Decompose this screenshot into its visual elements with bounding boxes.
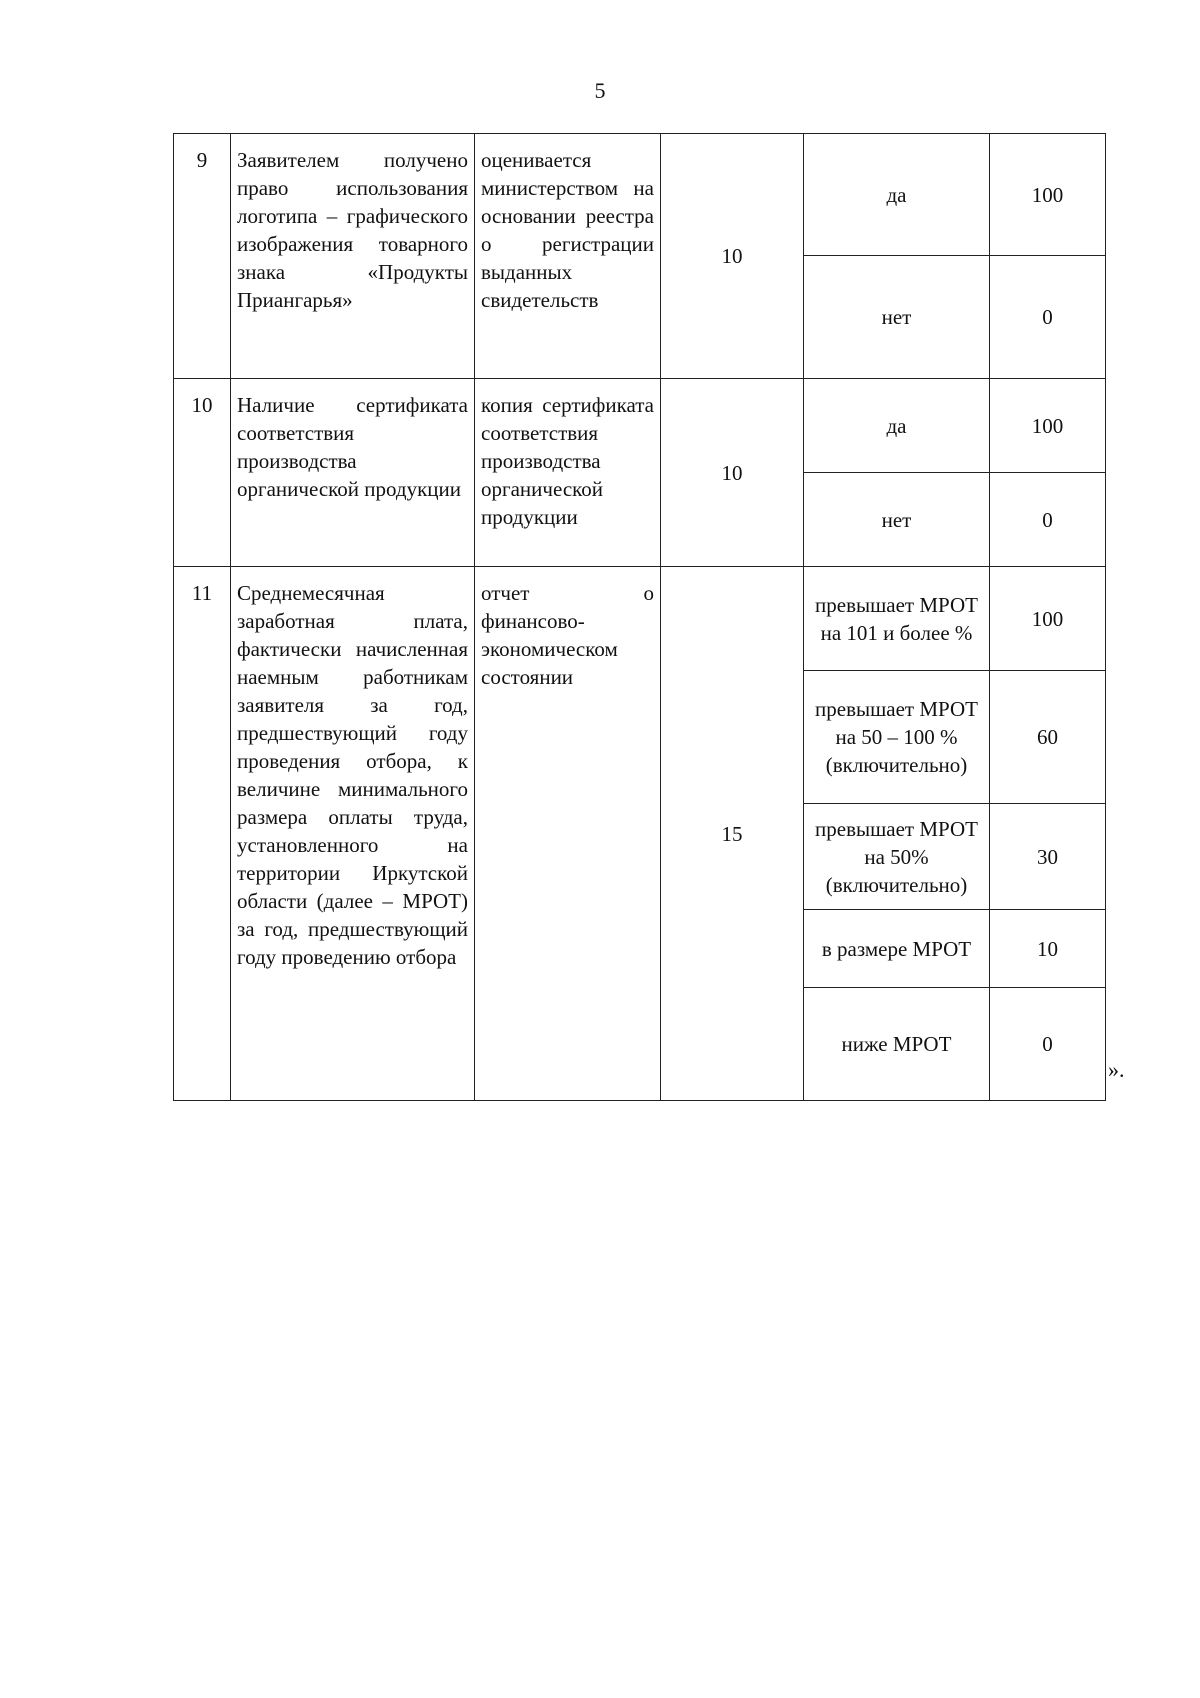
- option-label: нет: [804, 473, 990, 567]
- table-row: [174, 379, 1106, 473]
- option-label: в размере МРОТ: [804, 910, 990, 988]
- option-label: превышает МРОТ на 50% (включительно): [804, 804, 990, 910]
- table-row: [174, 567, 1106, 671]
- weight-value: 15: [661, 567, 804, 1101]
- option-label: да: [804, 379, 990, 473]
- option-score: 0: [990, 473, 1106, 567]
- option-score: 30: [990, 804, 1106, 910]
- option-score: 60: [990, 671, 1106, 804]
- row-number: 10: [174, 379, 231, 567]
- option-label: ниже МРОТ: [804, 988, 990, 1101]
- source-text: отчет о финансово-экономическом состоянии: [475, 567, 661, 1101]
- option-score: 0: [990, 988, 1106, 1101]
- page-number: 5: [594, 78, 606, 103]
- option-label: превышает МРОТ на 101 и более %: [804, 567, 990, 671]
- option-score: 100: [990, 379, 1106, 473]
- row-number: 11: [174, 567, 231, 1101]
- table-row: [174, 134, 1106, 256]
- option-score: 0: [990, 256, 1106, 379]
- option-score: 100: [990, 567, 1106, 671]
- option-score: 100: [990, 134, 1106, 256]
- source-text: копия сертификата соответствия производства органической продукции: [475, 379, 661, 567]
- weight-value: 10: [661, 379, 804, 567]
- criterion-text: Заявителем получено право использования логотипа – графического изображения товарного знака «Продукты Приангарья»: [231, 134, 475, 379]
- weight-value: 10: [661, 134, 804, 379]
- option-score: 10: [990, 910, 1106, 988]
- option-label: да: [804, 134, 990, 256]
- criteria-table: [173, 133, 1106, 1101]
- option-label: превышает МРОТ на 50 – 100 % (включительно): [804, 671, 990, 804]
- closing-quote: ».: [1108, 1057, 1125, 1082]
- criterion-text: Среднемесячная заработная плата, фактически начисленная наемным работникам заявителя за год, предшествующий году проведения отбора, к величине минимального размера оплаты труда, установленного на территории Иркутской области (далее – МРОТ) за год, предшествующий году проведению отбора: [231, 567, 475, 1101]
- criterion-text: Наличие сертификата соответствия производства органической продукции: [231, 379, 475, 567]
- row-number: 9: [174, 134, 231, 379]
- source-text: оценивается министерством на основании реестра о регистрации выданных свидетельств: [475, 134, 661, 379]
- option-label: нет: [804, 256, 990, 379]
